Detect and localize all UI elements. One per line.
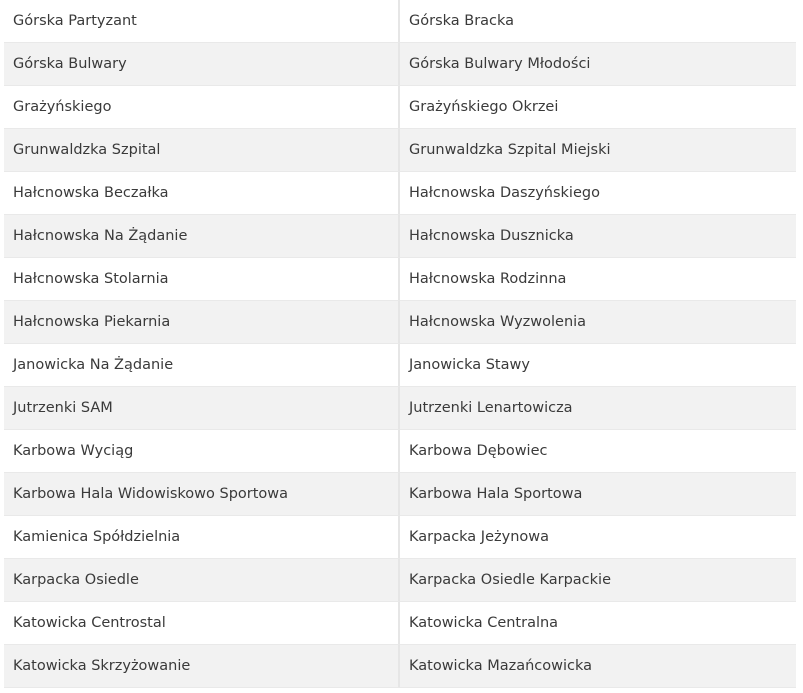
stop-name-cell: Karbowa Wyciąg — [4, 430, 400, 473]
stop-name-cell: Grunwaldzka Szpital Miejski — [400, 129, 796, 172]
table-row — [4, 602, 796, 645]
stop-name-cell: Hałcnowska Beczałka — [4, 172, 400, 215]
stop-name-cell: Karpacka Osiedle — [4, 559, 400, 602]
table-row — [4, 559, 796, 602]
stop-name-cell: Górska Bulwary Młodości — [400, 43, 796, 86]
stop-name-cell: Hałcnowska Daszyńskiego — [400, 172, 796, 215]
stops-table — [4, 0, 796, 688]
stop-name-cell: Katowicka Centrostal — [4, 602, 400, 645]
table-row — [4, 0, 796, 43]
stop-name-cell: Katowicka Centralna — [400, 602, 796, 645]
stop-name-cell: Janowicka Na Żądanie — [4, 344, 400, 387]
table-row — [4, 473, 796, 516]
stop-name-cell: Jutrzenki Lenartowicza — [400, 387, 796, 430]
table-row — [4, 258, 796, 301]
table-row — [4, 43, 796, 86]
stop-name-cell: Hałcnowska Na Żądanie — [4, 215, 400, 258]
table-row — [4, 129, 796, 172]
stops-table-body — [4, 0, 796, 688]
table-row — [4, 387, 796, 430]
stop-name-cell: Karpacka Osiedle Karpackie — [400, 559, 796, 602]
stop-name-cell: Hałcnowska Rodzinna — [400, 258, 796, 301]
stop-name-cell: Janowicka Stawy — [400, 344, 796, 387]
stop-name-cell: Karbowa Hala Widowiskowo Sportowa — [4, 473, 400, 516]
stop-name-cell: Jutrzenki SAM — [4, 387, 400, 430]
table-row — [4, 172, 796, 215]
stop-name-cell: Górska Bracka — [400, 0, 796, 43]
stop-name-cell: Kamienica Spółdzielnia — [4, 516, 400, 559]
stop-name-cell: Górska Bulwary — [4, 43, 400, 86]
stop-name-cell: Hałcnowska Dusznicka — [400, 215, 796, 258]
stop-name-cell: Hałcnowska Wyzwolenia — [400, 301, 796, 344]
table-row — [4, 344, 796, 387]
table-row — [4, 645, 796, 688]
stop-name-cell: Grażyńskiego Okrzei — [400, 86, 796, 129]
stop-name-cell: Karbowa Hala Sportowa — [400, 473, 796, 516]
table-row — [4, 430, 796, 473]
table-row — [4, 301, 796, 344]
stop-name-cell: Grażyńskiego — [4, 86, 400, 129]
stop-name-cell: Górska Partyzant — [4, 0, 400, 43]
stop-name-cell: Grunwaldzka Szpital — [4, 129, 400, 172]
table-row — [4, 215, 796, 258]
stop-name-cell: Hałcnowska Piekarnia — [4, 301, 400, 344]
stops-table-container — [4, 0, 796, 688]
stop-name-cell: Karbowa Dębowiec — [400, 430, 796, 473]
table-row — [4, 86, 796, 129]
stop-name-cell: Hałcnowska Stolarnia — [4, 258, 400, 301]
table-row — [4, 516, 796, 559]
stop-name-cell: Karpacka Jeżynowa — [400, 516, 796, 559]
stop-name-cell: Katowicka Skrzyżowanie — [4, 645, 400, 688]
stop-name-cell: Katowicka Mazańcowicka — [400, 645, 796, 688]
